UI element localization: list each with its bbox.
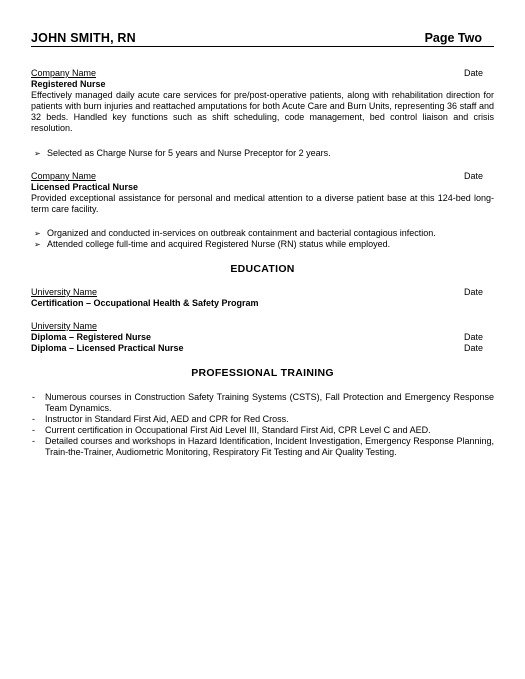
education-entry [31, 287, 494, 309]
dash-bullet: - [32, 425, 35, 435]
list-item [31, 239, 494, 250]
education-date: Date [463, 332, 483, 342]
company-name: Company Name [31, 68, 97, 78]
training-text: Detailed courses and workshops in Hazard Identification, Incident Investigation, Emergency Response Planning, Train-the-Trainer, Audiometric Monitoring, Respiratory Fit Testing and Air Quality Testing. [45, 436, 494, 457]
dash-bullet: - [32, 414, 35, 424]
job-date: Date [463, 68, 483, 78]
list-item [31, 228, 494, 239]
list-item [31, 436, 494, 458]
credential-name: Diploma – Registered Nurse [31, 332, 152, 342]
training-text: Instructor in Standard First Aid, AED and CPR for Red Cross. [45, 414, 289, 424]
company-name: Company Name [31, 171, 97, 181]
achievement-text: Organized and conducted in-services on outbreak containment and bacterial contagious infection. [47, 228, 436, 238]
training-text: Numerous courses in Construction Safety Training Systems (CSTS), Fall Protection and Emergency Response Team Dynamics. [45, 392, 494, 413]
achievement-text: Selected as Charge Nurse for 5 years and Nurse Preceptor for 2 years. [47, 148, 331, 158]
school-name: University Name [31, 287, 98, 297]
job-achievements-list [31, 228, 494, 250]
list-item [31, 425, 494, 436]
job-achievements-list [31, 148, 494, 159]
training-list [31, 392, 494, 458]
education-date: Date [463, 343, 483, 353]
page-number-label: Page Two [424, 31, 482, 45]
page-header [31, 32, 494, 47]
school-name: University Name [31, 321, 98, 331]
job-date: Date [463, 171, 483, 181]
job-description: Provided exceptional assistance for personal and medical attention to a diverse patient base at this 124-bed long-term care facility. [31, 193, 494, 214]
training-heading: PROFESSIONAL TRAINING [191, 367, 334, 379]
education-entry [31, 321, 494, 354]
list-item [31, 414, 494, 425]
arrow-bullet-icon: ➢ [34, 149, 41, 158]
job-title: Licensed Practical Nurse [31, 182, 139, 192]
achievement-text: Attended college full-time and acquired Registered Nurse (RN) status while employed. [47, 239, 391, 249]
arrow-bullet-icon: ➢ [34, 229, 41, 238]
dash-bullet: - [32, 436, 35, 446]
credential-name: Diploma – Licensed Practical Nurse [31, 343, 184, 353]
dash-bullet: - [32, 392, 35, 402]
training-text: Current certification in Occupational First Aid Level III, Standard First Aid, CPR Level C and AED. [45, 425, 431, 435]
job-entry-licensed-practical-nurse [31, 171, 494, 215]
job-title: Registered Nurse [31, 79, 106, 89]
education-date: Date [463, 287, 483, 297]
list-item [31, 392, 494, 414]
education-heading: EDUCATION [230, 263, 295, 275]
job-description: Effectively managed daily acute care services for pre/post-operative patients, along with rehabilitation direction for patients with burn injuries and reattached amputations for both Acute Care and Burn Units, representing 36 staff and 32 beds. Handled key functions such as shift scheduling, code management, bed control liaison and crisis resolution. [31, 90, 494, 133]
list-item [31, 148, 494, 159]
credential-name: Certification – Occupational Health & Safety Program [31, 298, 259, 308]
arrow-bullet-icon: ➢ [34, 240, 41, 249]
job-entry-registered-nurse [31, 68, 494, 134]
candidate-name: JOHN SMITH, RN [31, 31, 136, 45]
